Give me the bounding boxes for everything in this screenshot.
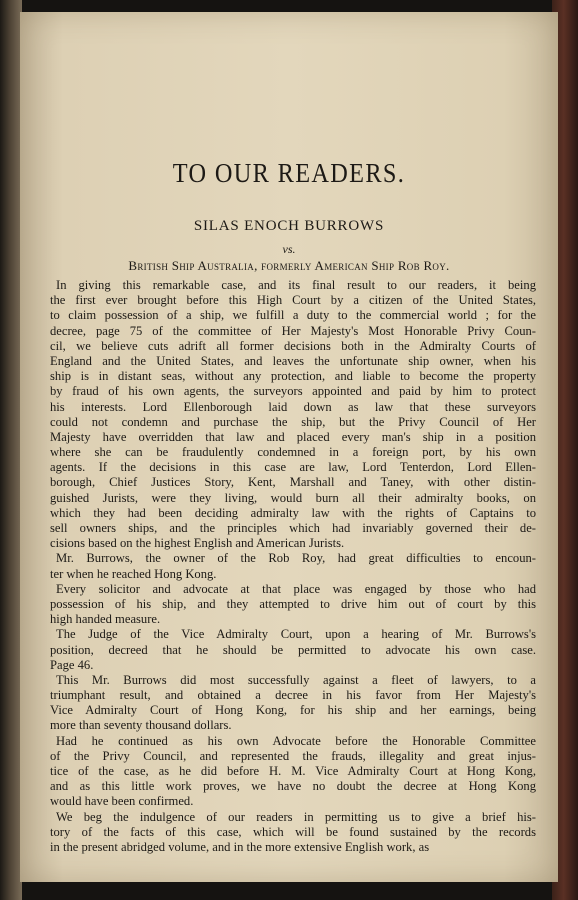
text-line: decree, page 75 of the committee of Her Majesty's Most Honorable Privy Coun-: [50, 323, 536, 338]
body-text: [50, 278, 536, 855]
text-line: which they had been deciding admiralty law with the rights of Captains to: [50, 505, 536, 520]
text-line: where she can be fraudulently condemned in a foreign port, by his own: [50, 445, 536, 460]
paragraph: [50, 734, 536, 810]
text-line: In giving this remarkable case, and its final result to our readers, it being: [56, 278, 536, 292]
text-line: Mr. Burrows, the owner of the Rob Roy, had great difficulties to encoun-: [56, 551, 536, 566]
text-line: could not condemn and purchase the ship, but the Privy Council of Her: [50, 414, 536, 429]
text-line: to claim possession of a ship, we fulfill a duty to the commercial world ; for the: [50, 308, 536, 323]
text-line: Page 46.: [50, 657, 94, 672]
text-line: We beg the indulgence of our readers in permitting us to give a brief his-: [56, 809, 536, 824]
text-line: Had he continued as his own Advocate before the Honorable Committee: [56, 733, 536, 748]
text-line: his interests. Lord Ellenborough laid down as law that these surveyors: [50, 399, 536, 414]
text-line: borough, Chief Justices Story, Kent, Marshall and Taney, with other distin-: [50, 475, 536, 490]
paragraph: [50, 810, 536, 856]
text-line: The Judge of the Vice Admiralty Court, upon a hearing of Mr. Burrows's: [56, 627, 536, 642]
text-line: triumphant result, and obtained a decree in his favor from Her Majesty's: [50, 688, 536, 703]
text-line: England and the United States, and leaves the unfortunate ship owner, when his: [50, 353, 536, 368]
text-line: cisions based on the highest English and American Jurists.: [50, 536, 345, 551]
text-line: Vice Admiralty Court of Hong Kong, for his ship and her earnings, being: [50, 703, 536, 718]
text-line: and as this little work proves, we have no doubt the decree at Hong Kong: [50, 779, 536, 794]
book-left-edge: [0, 0, 22, 900]
case-title: SILAS ENOCH BURROWS: [193, 218, 385, 234]
text-line: sell owners ships, and the principles which had invariably governed their de-: [50, 521, 536, 535]
text-line: of the Privy Council, and represented the frauds, illegality and great injus-: [50, 748, 536, 763]
versus-label: vs.: [282, 242, 296, 256]
book-page: [20, 12, 558, 882]
paragraph: [50, 627, 536, 673]
paragraph: [50, 551, 536, 581]
text-line: position, decreed that he should be permitted to advocate his own case.: [50, 642, 536, 657]
text-line: the first ever brought before this High Court by a citizen of the United States,: [50, 293, 536, 308]
text-line: high handed measure.: [50, 612, 161, 627]
text-line: tory of the facts of this case, which will be found sustained by the records: [50, 824, 536, 839]
text-line: by fraud of his own agents, the surveyors appointed and paid by him to protect: [50, 384, 536, 399]
text-line: Majesty have overridden that law and placed every man's ship in a position: [50, 429, 536, 444]
text-line: agents. If the decisions in this case are law, Lord Tenterdon, Lord Ellen-: [50, 460, 536, 475]
text-line: Every solicitor and advocate at that place was engaged by those who had: [56, 581, 536, 596]
text-line: guished Jurists, were they living, would burn all their admiralty books, on: [50, 490, 536, 505]
text-line: would have been confirmed.: [50, 794, 194, 809]
text-line: ship is in distant seas, without any protection, and liable to become the property: [50, 369, 536, 384]
ship-subtitle: British Ship Australia, formerly American Ship Rob Roy.: [128, 258, 450, 273]
text-line: in the present abridged volume, and in the more extensive English work, as: [50, 839, 430, 854]
paragraph: [50, 582, 536, 628]
text-line: tice of the case, as he did before H. M. Vice Admiralty Court at Hong Kong,: [50, 764, 536, 778]
text-line: more than seventy thousand dollars.: [50, 718, 232, 733]
paragraph: [50, 673, 536, 734]
paragraph: [50, 278, 536, 551]
text-line: This Mr. Burrows did most successfully against a fleet of lawyers, to a: [56, 672, 536, 687]
text-line: cil, we believe cuts adrift all former decisions both in the Admiralty Courts of: [50, 338, 536, 353]
page-title: TO OUR READERS.: [172, 158, 406, 188]
text-line: possession of his ship, and they attempted to drive him out of court by this: [50, 596, 536, 611]
text-line: ter when he reached Hong Kong.: [50, 566, 217, 581]
